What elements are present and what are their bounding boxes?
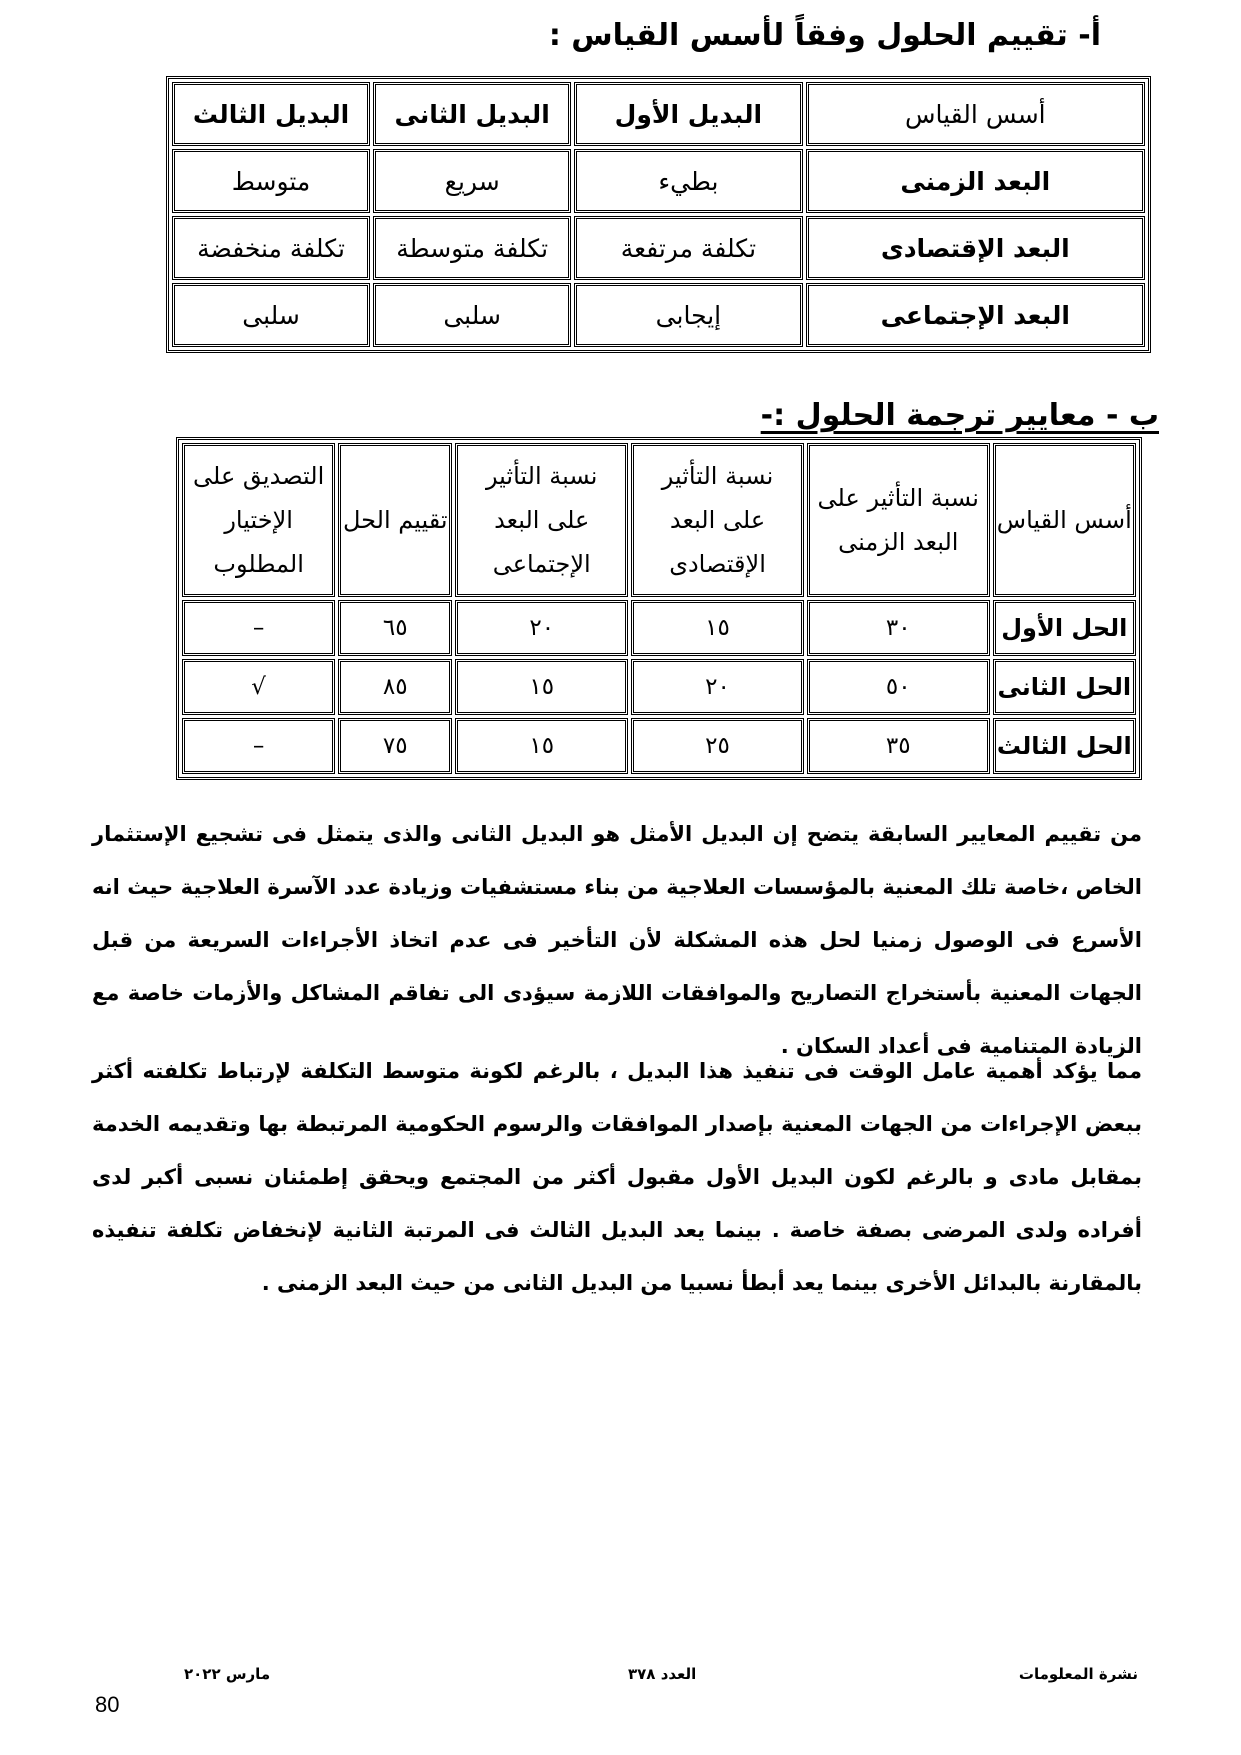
- header-line: على البعد: [669, 506, 766, 534]
- table-cell: تكلفة متوسطة: [373, 216, 571, 280]
- section-a-heading: أ- تقييم الحلول وفقاً لأسس القياس :: [548, 18, 1101, 53]
- table-cell: سلبى: [373, 283, 571, 347]
- check-mark-cell: √: [182, 659, 335, 715]
- header-cell: [338, 443, 452, 597]
- table-cell: ١٥: [455, 659, 628, 715]
- table-cell: ٢٠: [455, 600, 628, 656]
- table-cell: تكلفة منخفضة: [172, 216, 370, 280]
- header-cell: [807, 443, 990, 597]
- table-cell: سلبى: [172, 283, 370, 347]
- table-cell: ١٥: [631, 600, 804, 656]
- evaluation-table: [166, 76, 1151, 353]
- table-cell: متوسط: [172, 149, 370, 213]
- table-cell: ٦٥: [338, 600, 452, 656]
- footer-publication: نشرة المعلومات: [1018, 1665, 1138, 1683]
- header-line: أسس القياس: [996, 506, 1132, 534]
- table-header-row: [172, 82, 1145, 146]
- table-row: [182, 659, 1136, 715]
- table-cell: –: [182, 600, 335, 656]
- header-line: على البعد: [494, 506, 590, 534]
- footer-date: مارس ٢٠٢٢: [184, 1665, 271, 1683]
- table-row: [182, 718, 1136, 774]
- header-line: نسبة التأثير على: [817, 484, 979, 512]
- table-cell: –: [182, 718, 335, 774]
- row-label: البعد الإجتماعى: [806, 283, 1145, 347]
- header-line: نسبة التأثير: [485, 462, 598, 490]
- header-cell: البديل الأول: [574, 82, 802, 146]
- header-cell: أسس القياس: [806, 82, 1145, 146]
- table-cell: إيجابى: [574, 283, 802, 347]
- table-cell: بطيء: [574, 149, 802, 213]
- header-line: المطلوب: [213, 550, 304, 578]
- table-row: [182, 600, 1136, 656]
- header-cell: [631, 443, 804, 597]
- table-cell: تكلفة مرتفعة: [574, 216, 802, 280]
- header-line: الإقتصادى: [669, 550, 766, 578]
- header-cell: [182, 443, 335, 597]
- table-cell: ١٥: [455, 718, 628, 774]
- table-cell: ٥٠: [807, 659, 990, 715]
- header-cell: البديل الثالث: [172, 82, 370, 146]
- header-cell: البديل الثانى: [373, 82, 571, 146]
- criteria-table: [176, 437, 1142, 780]
- body-paragraph: من تقييم المعايير السابقة يتضح إن البديل الأمثل هو البديل الثانى والذى يتمثل فى تشجيع الإستثمار الخاص ،خاصة تلك المعنية بالمؤسسات العلاجية من بناء مستشفيات وزيادة عدد الآسرة العلاجية حيث انه الأسرع فى الوصول زمنيا لحل هذه المشكلة لأن التأخير فى عدم اتخاذ الأجراءات السريعة من قبل الجهات المعنية بأستخراج التصاريح والموافقات اللازمة سيؤدى الى تفاقم المشاكل والأزمات خاصة مع الزيادة المتنامية فى أعداد السكان .: [92, 822, 1142, 1058]
- table-header-row: [182, 443, 1136, 597]
- row-label: الحل الأول: [993, 600, 1136, 656]
- table-cell: سريع: [373, 149, 571, 213]
- header-line: نسبة التأثير: [661, 462, 774, 490]
- table-cell: ٧٥: [338, 718, 452, 774]
- row-label: البعد الزمنى: [806, 149, 1145, 213]
- header-cell: [455, 443, 628, 597]
- row-label: البعد الإقتصادى: [806, 216, 1145, 280]
- table-row: [172, 216, 1145, 280]
- header-line: التصديق على: [193, 462, 325, 490]
- header-line: الإجتماعى: [492, 550, 591, 578]
- table-row: [172, 283, 1145, 347]
- table-row: [172, 149, 1145, 213]
- body-paragraph: مما يؤكد أهمية عامل الوقت فى تنفيذ هذا البديل ، بالرغم لكونة متوسط التكلفة لإرتباط تكلفته أكثر ببعض الإجراءات من الجهات المعنية بإصدار الموافقات والرسوم الحكومية المرتبطة بها وتقديمه الخدمة بمقابل مادى و بالرغم لكون البديل الأول مقبول أكثر من المجتمع ويحقق إطمئنان نسبى أكبر لدى أفراده ولدى المرضى بصفة خاصة . بينما يعد البديل الثالث فى المرتبة الثانية لإنخفاض تكلفة تنفيذه بالمقارنة بالبدائل الأخرى بينما يعد أبطأ نسبيا من البديل الثانى من حيث البعد الزمنى .: [92, 1059, 1142, 1295]
- table-cell: ٨٥: [338, 659, 452, 715]
- page-number: 80: [95, 1692, 120, 1717]
- header-cell: [993, 443, 1136, 597]
- section-b-heading: ب - معايير ترجمة الحلول :-: [760, 398, 1159, 433]
- table-cell: ٣٥: [807, 718, 990, 774]
- header-line: البعد الزمنى: [838, 528, 959, 556]
- footer-issue: العدد ٣٧٨: [628, 1665, 697, 1683]
- header-line: تقييم الحل: [343, 506, 448, 534]
- row-label: الحل الثالث: [993, 718, 1136, 774]
- header-line: الإختيار: [224, 506, 293, 534]
- row-label: الحل الثانى: [993, 659, 1136, 715]
- table-cell: ٣٠: [807, 600, 990, 656]
- table-cell: ٢٠: [631, 659, 804, 715]
- table-cell: ٢٥: [631, 718, 804, 774]
